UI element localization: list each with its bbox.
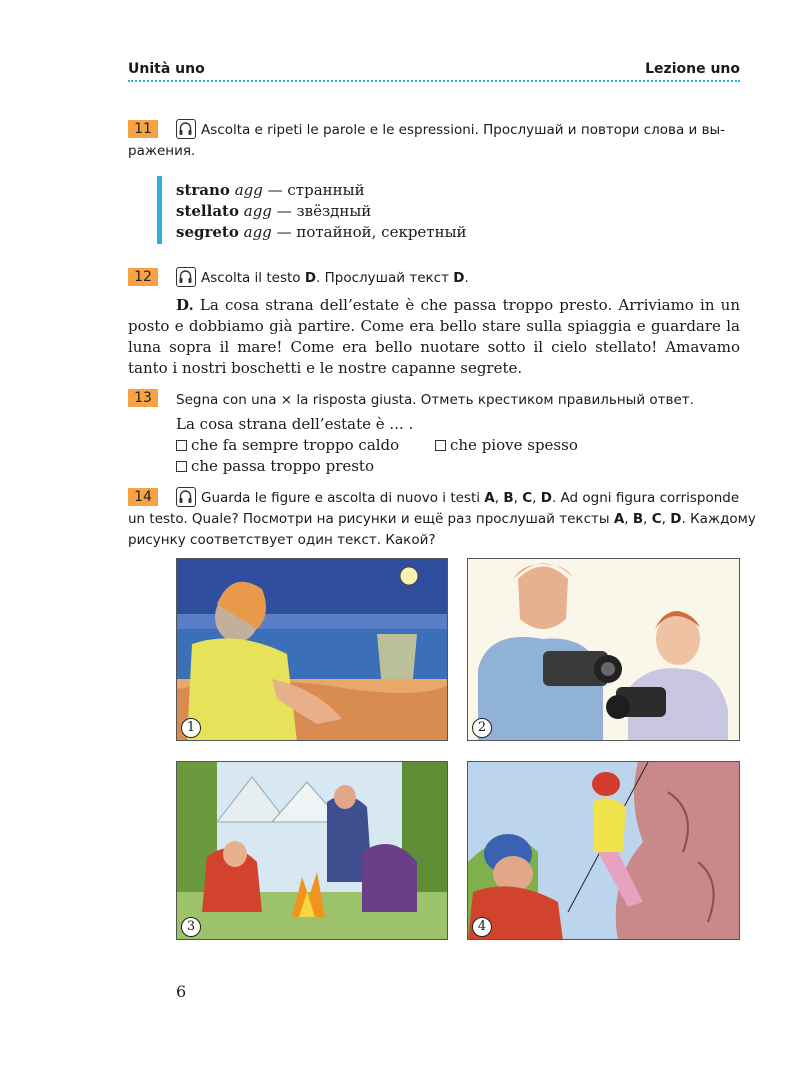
headphones-icon[interactable] [176,487,196,507]
exercise-14-instruction-line1: Guarda le figure e ascolta di nuovo i testi A, B, C, D. Ad ogni figura corrisponde [201,490,740,506]
header-divider [128,80,740,82]
picture-3 [176,761,448,940]
exercise-number-11: 11 [128,120,158,138]
headphones-icon[interactable] [176,267,196,287]
exercise-number-13: 13 [128,389,158,407]
answer-option-1[interactable]: che fa sempre troppo caldo [176,435,399,456]
exercise-11-instruction-line1: Ascolta e ripeti le parole e le espressioni. Прослушай и повтори слова и вы- [201,122,726,138]
vocab-bar [157,176,162,244]
picture-1 [176,558,448,741]
picture-label: 4 [472,917,492,937]
question-text: La cosa strana dell’estate è ... . [176,415,414,433]
picture-label: 3 [181,917,201,937]
exercise-14-instruction-line2: un testo. Quale? Посмотри на рисунки и ещё раз прослушай тексты A, B, C, D. Каждому [128,511,756,527]
exercise-number-12: 12 [128,268,158,286]
exercise-11-instruction-line2: ражения. [128,143,196,159]
vocab-item: strano agg — странный [176,181,365,199]
answer-option-2[interactable]: che piove spesso [435,435,578,456]
checkbox[interactable] [176,461,187,472]
vocab-item: segreto agg — потайной, секретный [176,223,467,241]
unit-title: Unità uno [128,61,205,77]
exercise-13-instruction: Segna con una × la risposta giusta. Отметь крестиком правильный ответ. [176,392,694,408]
page-number: 6 [176,982,187,1001]
picture-4 [467,761,740,940]
picture-2 [467,558,740,741]
answer-option-3[interactable]: che passa troppo presto [176,456,374,477]
lesson-title: Lezione uno [645,61,740,77]
headphones-icon[interactable] [176,119,196,139]
exercise-14-instruction-line3: рисунку соответствует один текст. Какой? [128,532,436,548]
exercise-number-14: 14 [128,488,158,506]
vocab-item: stellato agg — звёздный [176,202,372,220]
text-d-paragraph: D. La cosa strana dell’estate è che passa troppo presto. Arriviamo in un posto e dobbiamo già partire. Come era bello stare sulla spiaggia e guardare la luna sopra il mare! Come era bello nuotare sotto il cielo stellato! Amavamo tanto i nostri boschetti e le nostre capanne segrete. [128,296,740,377]
exercise-12-instruction: Ascolta il testo D. Прослушай текст D. [201,270,469,286]
picture-label: 2 [472,718,492,738]
checkbox[interactable] [435,440,446,451]
picture-label: 1 [181,718,201,738]
checkbox[interactable] [176,440,187,451]
